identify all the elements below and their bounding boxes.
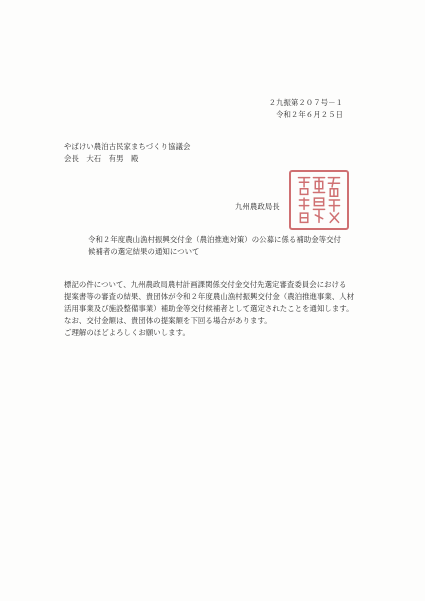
addressee-name: 会長 大石 有男 殿	[64, 154, 139, 163]
addressee-organization: やばけい農泊古民家まちづくり協議会	[64, 142, 191, 151]
sender-title: 九州農政局長	[235, 202, 280, 211]
seal-stamp-icon	[291, 172, 347, 228]
document-number: ２九振第２０７号－１	[268, 98, 343, 107]
document-date: 令和２年６月２５日	[276, 110, 343, 119]
body-line: 活用事業及び施設整備事業）補助金等交付候補者として選定されたことを通知します。	[64, 304, 354, 313]
body-line: ご理解のほどよろしくお願いします。	[64, 328, 190, 337]
body-line: なお、交付金額は、貴団体の提案額を下回る場合があります。	[64, 316, 272, 325]
official-seal	[289, 170, 349, 230]
body-line: 提案書等の審査の結果、貴団体が令和２年度農山漁村振興交付金（農泊推進事業、人材	[64, 292, 355, 301]
subject-line-2: 候補者の選定結果の通知について	[88, 247, 200, 256]
body-line: 標記の件について、九州農政局農村計画課関係交付金交付先選定審査委員会における	[64, 280, 347, 289]
subject-line-1: 令和２年度農山漁村振興交付金（農泊推進対策）の公募に係る補助金等交付	[88, 235, 341, 244]
